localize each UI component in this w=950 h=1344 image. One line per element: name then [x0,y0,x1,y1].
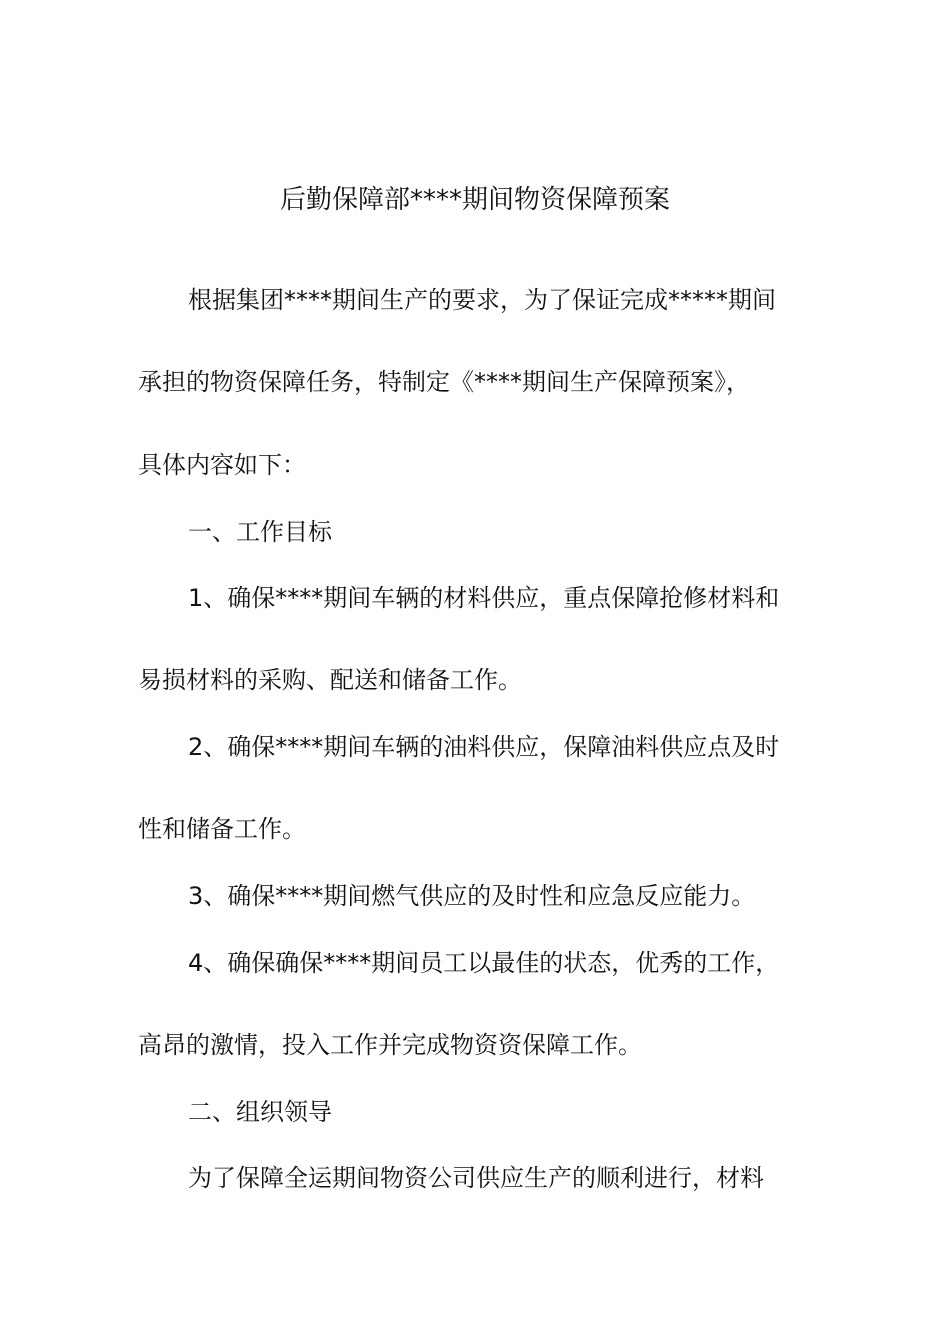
paragraph-line: 为了保障全运期间物资公司供应生产的顺利进行，材料 [188,1164,764,1192]
section-heading: 一、工作目标 [188,518,332,546]
paragraph-line: 根据集团****期间生产的要求，为了保证完成*****期间 [188,286,776,314]
list-item-line: 4、确保确保****期间员工以最佳的状态，优秀的工作， [188,949,780,977]
list-item-line: 2、确保****期间车辆的油料供应，保障油料供应点及时 [188,733,780,761]
section-heading: 二、组织领导 [188,1098,332,1126]
paragraph-line: 具体内容如下： [138,451,306,479]
list-item-line: 1、确保****期间车辆的材料供应，重点保障抢修材料和 [188,584,780,612]
paragraph-line: 承担的物资保障任务，特制定《****期间生产保障预案》， [138,368,750,396]
list-item-line: 易损材料的采购、配送和储备工作。 [138,666,522,694]
document-title: 后勤保障部****期间物资保障预案 [279,185,670,215]
list-item-line: 高昂的激情，投入工作并完成物资资保障工作。 [138,1031,642,1059]
list-item-line: 3、确保****期间燃气供应的及时性和应急反应能力。 [188,882,756,910]
list-item-line: 性和储备工作。 [138,815,306,843]
